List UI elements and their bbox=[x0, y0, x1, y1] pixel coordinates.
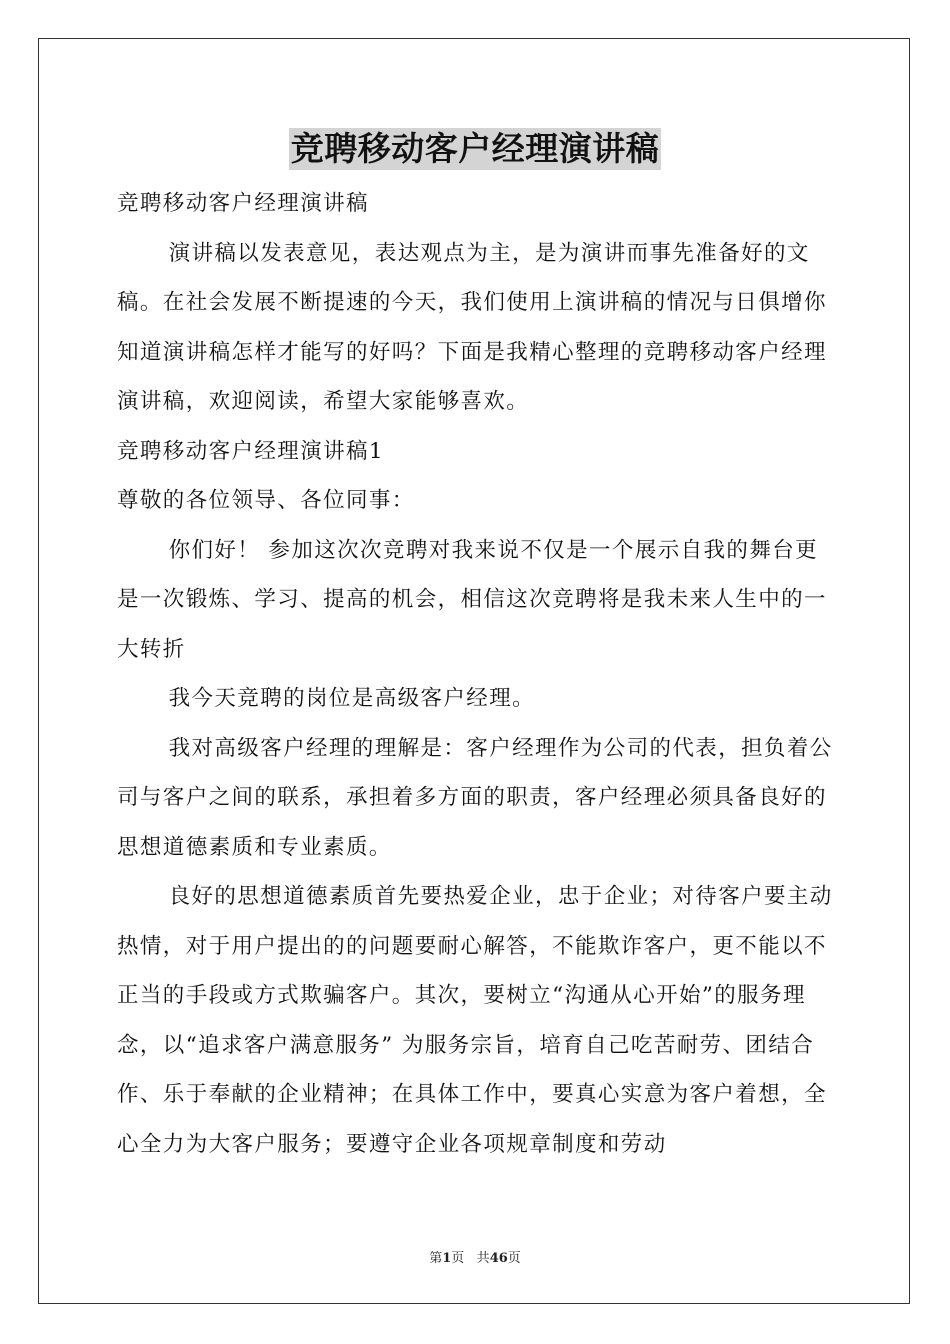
page-prefix: 第 bbox=[429, 1251, 443, 1266]
body-paragraph: 我今天竞聘的岗位是高级客户经理。 bbox=[168, 686, 535, 711]
document-body bbox=[117, 179, 835, 1169]
body-paragraph: 你们好！ 参加这次次竞聘对我来说不仅是一个展示自我的舞台更是一次锻炼、学习、提高的机会，相信这次竞聘将是我未来人生中的一大转折 bbox=[117, 537, 827, 662]
salutation: 尊敬的各位领导、各位同事： bbox=[117, 488, 415, 513]
body-paragraph: 我对高级客户经理的理解是：客户经理作为公司的代表，担负着公司与客户之间的联系，承担着多方面的职责，客户经理必须具备良好的思想道德素质和专业素质。 bbox=[117, 735, 833, 860]
page-number: 1 bbox=[442, 1251, 452, 1266]
body-paragraph: 良好的思想道德素质首先要热爱企业，忠于企业；对待客户要主动热情，对于用户提出的的问题要耐心解答，不能欺诈客户，更不能以不正当的手段或方式欺骗客户。其次，要树立“沟通从心开始”的服务理念，以“追求客户满意服务” 为服务宗旨，培育自己吃苦耐劳、团结合作、乐于奉献的企业精神；在具体工作中，要真心实意为客户着想，全心全力为大客户服务；要遵守企业各项规章制度和劳动 bbox=[117, 884, 833, 1157]
title-container bbox=[0, 128, 950, 170]
section-heading: 竞聘移动客户经理演讲稿1 bbox=[117, 438, 384, 464]
total-pages: 46 bbox=[489, 1251, 508, 1266]
document-title: 竞聘移动客户经理演讲稿 bbox=[290, 129, 660, 168]
page-suffix: 页 bbox=[451, 1251, 465, 1266]
intro-paragraph: 演讲稿以发表意见，表达观点为主，是为演讲而事先准备好的文稿。在社会发展不断提速的今天，我们使用上演讲稿的情况与日俱增你知道演讲稿怎样才能写的好吗？下面是我精心整理的竞聘移动客户经理演讲稿，欢迎阅读，希望大家能够喜欢。 bbox=[117, 240, 827, 414]
total-suffix: 页 bbox=[507, 1251, 521, 1266]
total-prefix: 共 bbox=[476, 1251, 490, 1266]
page-footer bbox=[0, 1247, 950, 1266]
subtitle: 竞聘移动客户经理演讲稿 bbox=[117, 191, 369, 216]
